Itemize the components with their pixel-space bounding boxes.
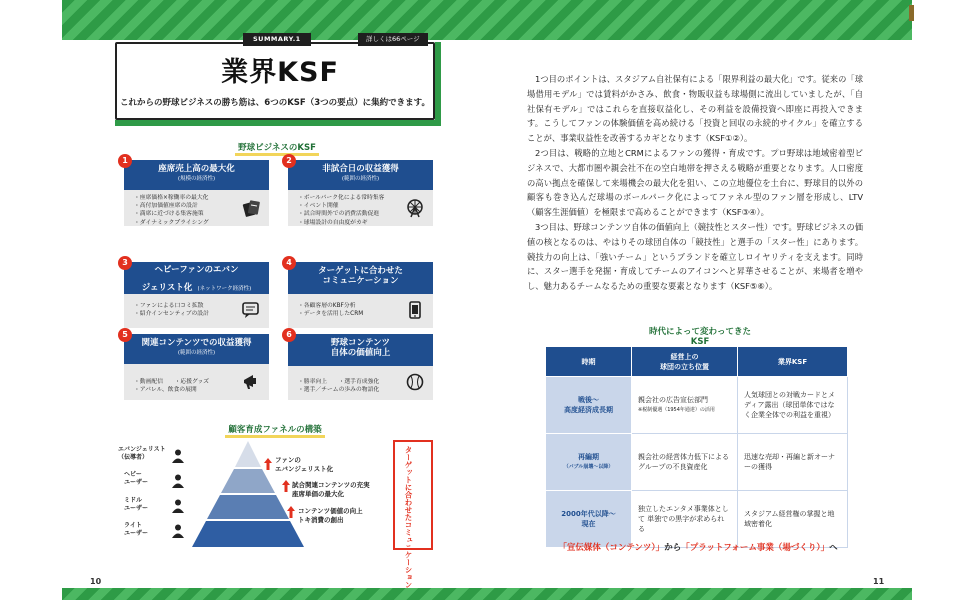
megaphone-icon (241, 372, 261, 392)
list-item: ・座席価格×稼働率の最大化 (134, 195, 209, 201)
ksf-number-badge: 1 (118, 154, 132, 168)
chat-icon (241, 300, 261, 320)
ksf-card-sub: (範囲の経済性) (177, 350, 216, 356)
ksf-card-3 (122, 258, 269, 328)
tier-name: ミドル (124, 497, 143, 504)
list-item: ・試合時間外での消費活動促進 (298, 211, 380, 218)
ksf-card-title: ターゲットに合わせた (318, 266, 403, 276)
step-line: 座席単価の最大化 (292, 489, 344, 498)
ksf-card-1 (122, 156, 269, 226)
ksf-card-4 (286, 258, 433, 328)
ksf-card-title-line2: ジェリスト化 (141, 283, 193, 293)
ksf-card-title: 非試合日の収益獲得 (322, 164, 399, 174)
person-icon (172, 499, 184, 513)
ksf-number-badge: 3 (118, 256, 132, 270)
step-line: ファンの (275, 456, 301, 464)
ksf-card-sub: (ネットワーク経済性) (197, 286, 252, 292)
ksf-card-list (134, 194, 209, 227)
bottom-green-stripe (62, 588, 912, 600)
funnel-step-2 (292, 481, 370, 498)
table-header-cell: 時期 (546, 347, 632, 377)
ksf-number-badge: 4 (282, 256, 296, 270)
position-note: ※税制優遇（1954年通達）の活用 (638, 407, 715, 413)
tier-name: エバンジェリスト (118, 446, 166, 453)
up-arrow-icon (287, 506, 295, 518)
conclusion-joiner: から (664, 543, 682, 553)
tier-name-sub: ユーザー (124, 530, 149, 537)
body-text (527, 72, 863, 294)
page-subtitle: これからの野球ビジネスの勝ち筋は、6つのKSF（3つの要点）に集約できます。 (120, 98, 430, 108)
list-item: ・高付加価値座席の設計 (134, 203, 198, 210)
ksf-card-head (124, 334, 269, 364)
up-arrow-icon (282, 480, 290, 492)
ksf-card-list (134, 302, 209, 318)
tier-name-sub: ユーザー (124, 505, 149, 512)
list-item: ・勝率向上 ・選手育成強化 (298, 379, 380, 385)
position-cell: 独立したエンタメ事業体として 単独での黒字が求められる (632, 491, 738, 548)
step-line: エバンジェリスト化 (275, 464, 334, 473)
conclusion-end: へ (829, 543, 838, 553)
ksf-section-label: 野球ビジネスのKSF (235, 141, 319, 156)
ksf-card-title: 関連コンテンツでの収益獲得 (141, 338, 252, 348)
person-icon (172, 449, 184, 463)
ksf-card-6 (286, 330, 433, 400)
step-line: 試合関連コンテンツの充実 (292, 481, 370, 489)
ksf-card-title: ヘビーファンのエバン (154, 265, 239, 275)
table-header-cell: 業界KSF (738, 347, 848, 377)
ticket-icon (241, 198, 261, 218)
ksf-card-title: 野球コンテンツ (330, 338, 391, 348)
list-item: ・各顧客層のKBF分析 (298, 303, 356, 309)
list-item: ・動画配信 ・応援グッズ (134, 379, 210, 385)
funnel-section-label: 顧客育成ファネルの構築 (225, 423, 325, 438)
up-arrow-icon (264, 458, 272, 470)
ksf-card-5 (122, 330, 269, 400)
tier-name: ヘビー (124, 471, 142, 478)
ksf-card-head (124, 160, 269, 190)
detail-page-tag: 詳しくは66ページ (358, 33, 428, 46)
list-item: ・ダイナミックプライシング (134, 219, 209, 226)
body-paragraph-2: 2つ目は、戦略的立地とCRMによるファンの獲得・育成です。プロ野球は地域密着型ビジネスで、大都市圏や親会社不在の空白地帯を押さえる戦略が重要となります。人口密度の高い拠点を確保して来場機会の最大化を狙い、この立地優位を土台に、野球目的以外の顧客も巻き込んだ球場のボールパーク化によってファネル型のファン層を形成し、LTV（顧客生涯価値）を極限まで高めることができます（KSF③④）。 (527, 147, 863, 218)
summary-tag: SUMMARY.1 (243, 33, 311, 46)
list-item: ・紹介インセンティブの設計 (134, 311, 209, 318)
conclusion-line (533, 541, 863, 553)
conclusion-from: 「宣伝媒体（コンテンツ）」 (558, 543, 665, 553)
era-cell: 戦後～ 高度経済成長期 (546, 377, 632, 434)
page-title: 業界KSF (221, 57, 339, 88)
ksf-card-list (298, 378, 379, 394)
ksf-card-head (288, 262, 433, 294)
step-line: トキ消費の創出 (298, 515, 344, 524)
list-item: ・選手／チームの歩みの物語化 (298, 387, 380, 394)
funnel-step-3 (298, 507, 363, 524)
list-item: ・満席に近づける集客施策 (134, 211, 204, 218)
step-line: コンテンツ価値の向上 (298, 507, 363, 515)
ksf-card-head (124, 262, 269, 294)
funnel-tier-third (207, 495, 289, 519)
ksf-card-list (134, 378, 209, 394)
ksf-card-title-line2: 自体の価値向上 (330, 348, 391, 358)
communication-side-label: ターゲットに合わせたコミュニケーション (404, 446, 413, 589)
baseball-icon (405, 372, 425, 392)
ksf-card-list (298, 302, 363, 318)
person-icon (172, 524, 184, 538)
body-paragraph-3: 3つ目は、野球コンテンツ自体の価値向上（競技性とスター性）です。野球ビジネスの価値の核となるのは、やはりその球団自体の「競技性」と選手の「スター性」にあります。競技力の向上は、「強いチーム」というブランドを確立しロイヤリティを支えます。同時に、スター選手を発掘・育成してチームのアイコンへと昇華させることが、来場者を増やし、魅力あるチームなるための重要な要素となります（KSF⑤⑥）。 (527, 221, 863, 292)
smartphone-icon (405, 300, 425, 320)
ksf-number-badge: 5 (118, 328, 132, 342)
ksf-card-head (288, 160, 433, 190)
list-item: ・ファンによる口コミ拡散 (134, 303, 204, 309)
page-edge-mark (909, 5, 914, 21)
ksf-card-2 (286, 156, 433, 226)
ksf-number-badge: 6 (282, 328, 296, 342)
ksf-cell: スタジアム経営権の掌握と地域密着化 (738, 491, 848, 548)
funnel-tier-label-middle (124, 497, 148, 513)
ferris-wheel-icon (405, 198, 425, 218)
table-row (546, 377, 848, 434)
funnel-tier-second (221, 469, 275, 493)
position-cell (632, 377, 738, 434)
funnel-tier-label-light (124, 522, 148, 538)
ksf-number-badge: 2 (282, 154, 296, 168)
table-section-label: 時代によって変わってきたKSF (645, 325, 755, 350)
ksf-card-sub: (規模の経済性) (177, 176, 216, 182)
funnel-tier-label-heavy (124, 471, 148, 487)
top-green-stripe (62, 0, 912, 40)
table-header-row (546, 347, 848, 377)
funnel-tier-top (235, 441, 261, 467)
era-text: 再編期 (578, 453, 599, 461)
body-paragraph-1: 1つ目のポイントは、スタジアム自社保有による「限界利益の最大化」です。従来の「球場借用モデル」では賃料がかさみ、飲食・物販収益も球場側に流出していましたが、「自社保有モデル」ではこれらを直接収益化し、その利益を設備投資へ即座に再投入できます。こうしてファンの体験価値を高め続ける「投資と回収の永続的サイクル」を確立することが、事業収益性を改善するカギとなります（KSF①②）。 (527, 74, 863, 144)
ksf-cell: 迅速な売却・再編と新オーナーの獲得 (738, 434, 848, 491)
era-note: （バブル崩壊〜以降） (563, 464, 614, 470)
table-row (546, 434, 848, 491)
tier-name-sub: （伝導者） (118, 454, 149, 461)
list-item: ・アパレル、飲食の展開 (134, 387, 197, 394)
list-item: ・ボールパーク化による常時集客 (298, 195, 385, 201)
table-header-cell: 経営上の 球団の立ち位置 (632, 347, 738, 377)
tier-name-sub: ユーザー (124, 479, 149, 486)
ksf-card-title: 座席売上高の最大化 (158, 164, 235, 174)
ksf-card-head (288, 334, 433, 366)
ksf-card-sub: (範囲の経済性) (341, 176, 380, 182)
era-cell: 2000年代以降～ 現在 (546, 491, 632, 548)
ksf-card-list (298, 194, 384, 227)
ksf-history-table (545, 346, 848, 548)
person-icon (172, 474, 184, 488)
position-text: 親会社の広告宣伝部門 (638, 396, 708, 404)
ksf-card-title-line2: コミュニケーション (322, 276, 399, 286)
list-item: ・データを活用したCRM (298, 311, 364, 318)
list-item: ・イベント開催 (298, 203, 339, 210)
page-number-left: 10 (90, 577, 102, 586)
tier-name: ライト (124, 522, 142, 529)
funnel-step-1 (275, 456, 333, 473)
era-cell (546, 434, 632, 491)
funnel-tier-label-evangelist (118, 446, 166, 462)
ksf-cell: 人気球団との対戦カードとメディア露出（球団単体ではなく企業全体での利益を重視） (738, 377, 848, 434)
page-number-right: 11 (873, 577, 885, 586)
table-row (546, 491, 848, 548)
funnel-tier-bottom (192, 521, 304, 547)
position-cell: 親会社の経営体力低下による グループの不良資産化 (632, 434, 738, 491)
list-item: ・球場設計の自由度がカギ (298, 219, 368, 226)
conclusion-to: 「プラットフォーム事業（場づくり）」 (681, 543, 830, 553)
